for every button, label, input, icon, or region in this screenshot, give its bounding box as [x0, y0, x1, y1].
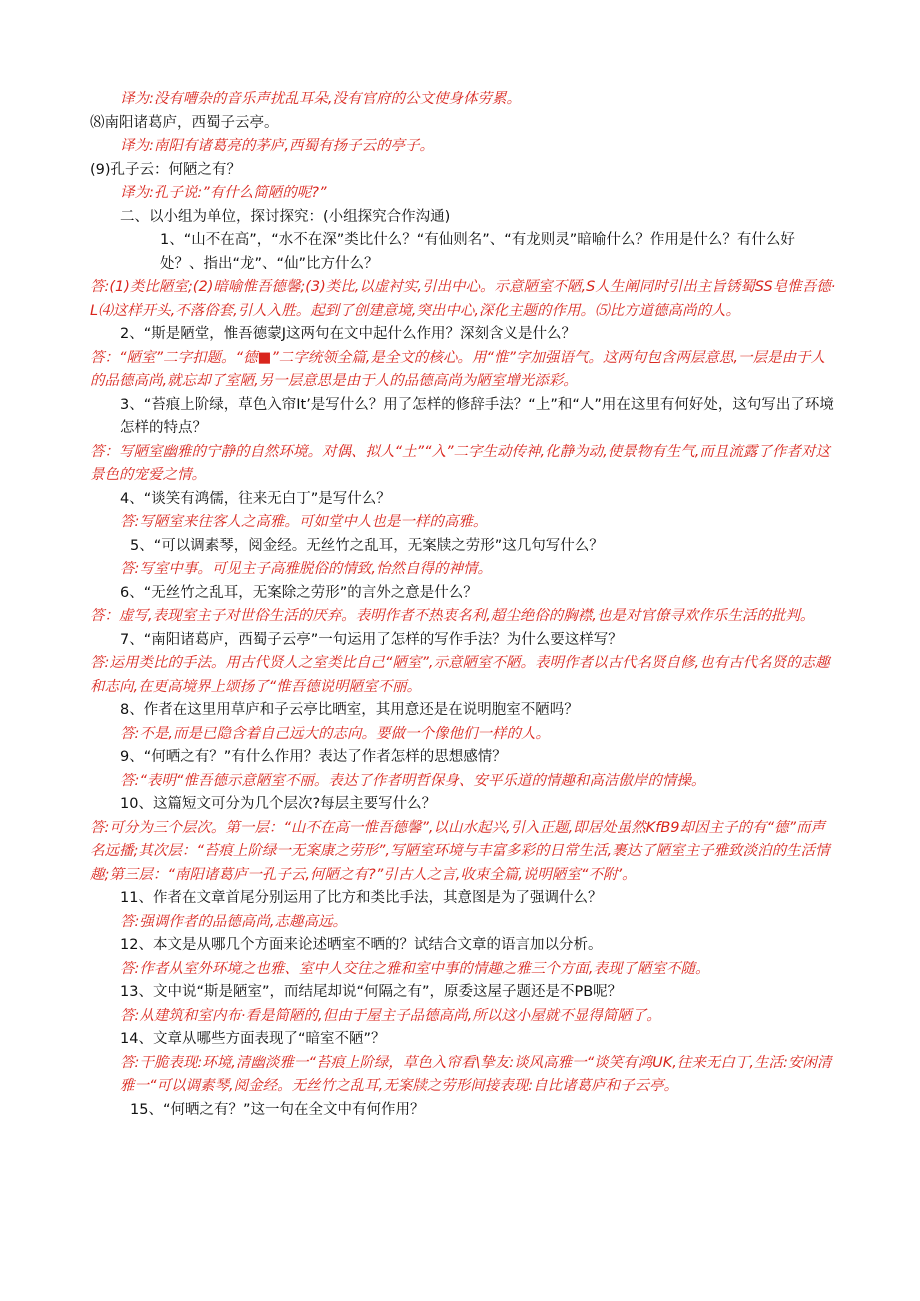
question-line: 15、“何晒之有？”这一句在全文中有何作用？: [130, 1101, 425, 1118]
question-line: 8、作者在这里用草庐和子云亭比晒室，其用意还是在说明胞室不陋吗？: [120, 702, 579, 718]
question-line: 9、“何晒之有？”有什么作用？表达了作者怎样的思想感情？: [120, 749, 507, 765]
question-line: 1、“山不在高”，“水不在深”类比什么？“有仙则名”、“有龙则灵”暗喻什么？作用是什么？有什么好处？、指出“龙”、“仙”比方什么？: [160, 232, 795, 272]
question-line: ⑻南阳诸葛庐，西蜀子云亭。: [90, 114, 279, 131]
answer-line: 译为:南阳有诸葛亮的茅庐,西蜀有扬子云的亭子。: [120, 138, 434, 154]
answer-line: 答:可分为三个层次。第一层：“山不在高一惟吾德馨”,以山水起兴,引入正题,即居处虽然KfB9却因主子的有“德”而声名远播;其次层：“苔痕上阶绿一无案康之劳形”,写陋室环境与丰富多彩的日常生活,裹达了陋室主子雅致淡泊的生活情趣;第三层：“南阳诸葛庐一孔子云,何陋之有?”引古人之言,收束全篇,说明陋室“不附’。: [90, 819, 830, 883]
answer-line: 答：“陋室”二字扣题。“德■”二字统领全篇,是全文的核心。用“惟”字加强语气。这两句包含两层意思,一层是由于人的品德高尚,就忘却了室陋,另一层意思是由于人的品德高尚为陋室增光添彩。: [90, 349, 825, 389]
answer-line: 答:(1)类比陋室;(2)暗喻惟吾德馨;(3)类比,以虚衬实,引出中心。示意陋室不陋,S人生阐同时引出主旨锈蜀SS皂惟吾德·L⑷这样开头,不落俗套,引人入胜。起到了创建意境,突出中心,深化主题的作用。⑸比方道德高尚的人。: [90, 279, 836, 319]
question-line: 4、“谈笑有鸿儒，往来无白丁”是写什么？: [120, 490, 391, 507]
answer-line: 答：虚写,表现室主子对世俗生活的厌弃。表明作者不热衷名利,超尘绝俗的胸襟,也是对官僚寻欢作乐生活的批判。: [90, 608, 815, 624]
question-line: 13、文中说“斯是陋室”，而结尾却说“何隔之有”，原委这屋子题还是不PB呢？: [120, 984, 623, 1000]
question-line: (9)孔子云：何陋之有？: [90, 161, 242, 178]
question-line: 7、“南阳诸葛庐，西蜀子云亭”一句运用了怎样的写作手法？为什么要这样写？: [120, 631, 623, 648]
answer-line: 答:写陋室来往客人之高雅。可如堂中人也是一样的高雅。: [120, 514, 488, 530]
answer-line: 译为:孔子说:”有什么简陋的呢?”: [120, 185, 327, 201]
question-line: 14、文章从哪些方面表现了“暗室不陋”？: [120, 1031, 386, 1047]
question-line: 3、“苔痕上阶绿，草色入帘It’是写什么？用了怎样的修辞手法？“上”和“人”用在这里有何好处，这句写出了环境怎样的特点？: [120, 396, 834, 436]
question-line: 6、“无丝竹之乱耳，无案除之劳形”的言外之意是什么？: [120, 584, 478, 601]
answer-line: 答：写陋室幽雅的宁静的自然环境。对偶、拟人“土”“入”二字生动传神,化静为动,使景物有生气,而且流露了作者对这景色的宠爱之情。: [90, 443, 830, 483]
question-line: 11、作者在文章首尾分别运用了比方和类比手法，其意图是为了强调什么？: [120, 890, 603, 906]
answer-line: 译为:没有嘈杂的音乐声扰乱耳朵,没有官府的公文使身体劳累。: [120, 91, 521, 107]
question-line: 12、本文是从哪几个方面来论述晒室不晒的？试结合文章的语言加以分析。: [120, 937, 603, 953]
answer-line: 答:从建筑和室内布·看是简陋的,但由于屋主子品德高尚,所以这小屋就不显得简陋了。: [120, 1007, 661, 1024]
answer-line: 答:“表明“惟吾德示意陋室不丽。表达了作者明哲保身、安平乐道的情趣和高洁傲岸的情操。: [120, 772, 706, 789]
answer-line: 答:干脆表现:环境,清幽淡雅一“苔痕上阶绿，草色入帘看\挚友:谈风高雅一“谈笑有鸿UK,往来无白丁,生活:安闲清雅一“可以调素琴,阅金经。无丝竹之乱耳,无案牍之劳形间接表现:自比诸葛庐和子云亭。: [120, 1054, 832, 1094]
question-line: 5、“可以调素琴，阅金经。无丝竹之乱耳，无案牍之劳形”这几句写什么？: [130, 537, 604, 554]
answer-line: 答:运用类比的手法。用古代贤人之室类比自己“陋室”,示意陋室不陋。表明作者以古代名贤自修,也有古代名贤的志趣和志向,在更高境界上颂扬了“惟吾德说明陋室不丽。: [90, 655, 830, 695]
question-line: 10、这篇短文可分为几个层次?每层主要写什么？: [120, 796, 437, 812]
answer-line: 答:写室中事。可见主子高雅脱俗的情致,怡然自得的神情。: [120, 561, 492, 577]
answer-line: 答:不是,而是已隐含着自己远大的志向。要做一个像他们一样的人。: [120, 725, 550, 742]
question-line: 2、“斯是陋堂，惟吾德蒙J这两句在文中起什么作用？深刻含义是什么？: [120, 326, 577, 342]
answer-line: 答:作者从室外环境之也雅、室中人交往之雅和室中事的情趣之雅三个方面,表现了陋室不随。: [120, 960, 710, 977]
question-line: 二、以小组为单位，探讨探究：(小组探究合作沟通): [120, 208, 451, 225]
answer-line: 答:强调作者的品德高尚,志趣高远。: [120, 913, 347, 930]
